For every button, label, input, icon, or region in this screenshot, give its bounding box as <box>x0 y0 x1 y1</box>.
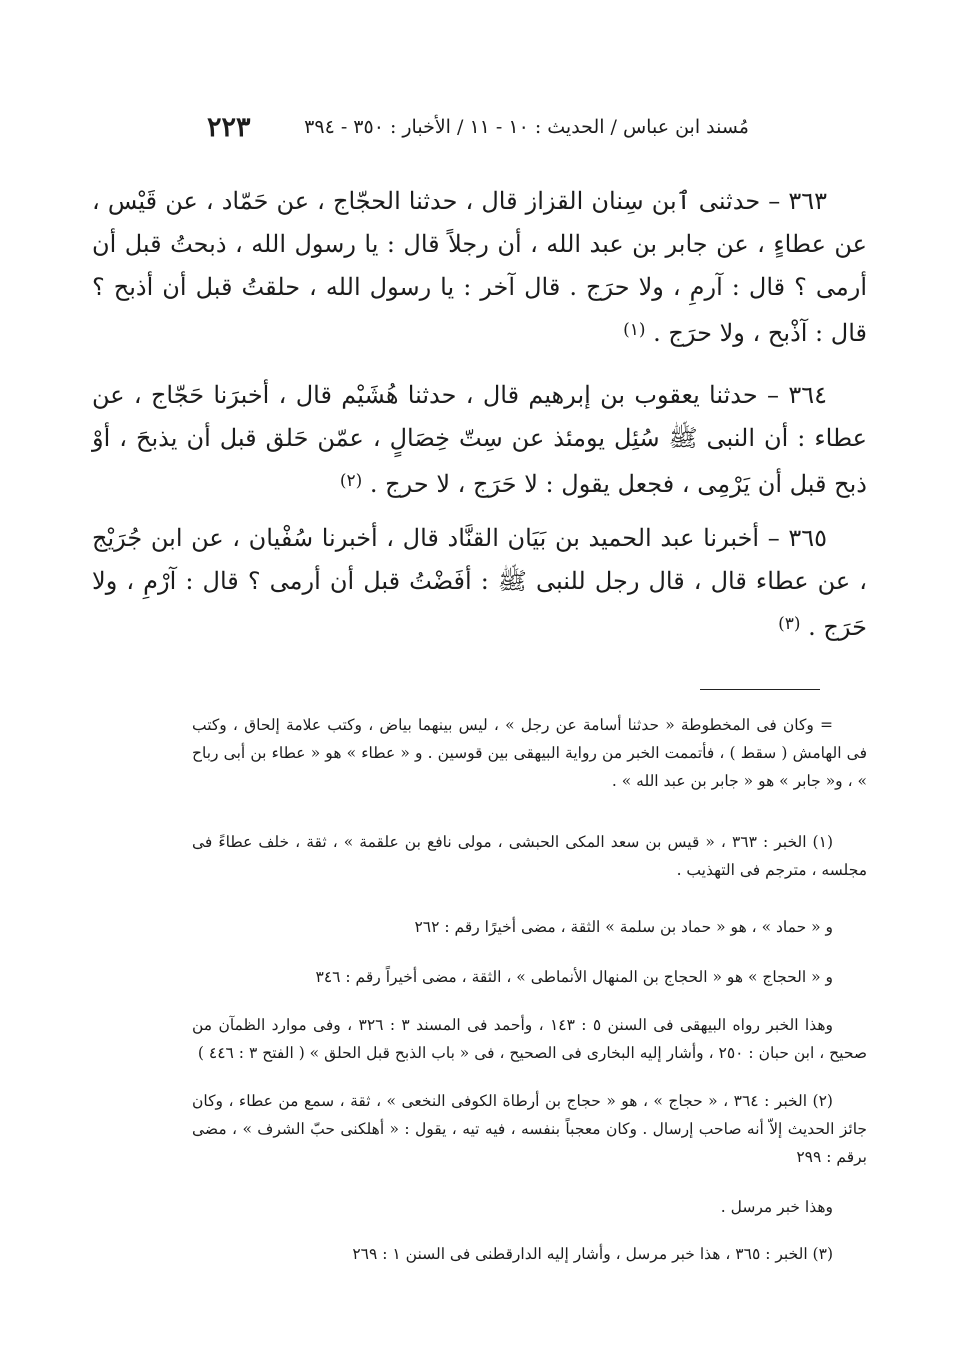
footnote: (١) الخبر : ٣٦٣ ، « قيس بن سعد المكى الحبشى ، مولى نافع بن علقمة » ، ثقة ، خلف عطاءً فى مجلسه ، مترجم فى التهذيب . <box>192 833 867 879</box>
footnote: و « الحجاج » هو « الحجاج بن المنهال الأنماطى » ، الثقة ، مضى أخيراً رقم : ٣٤٦ <box>315 968 833 986</box>
footnote: (٣) الخبر : ٣٦٥ ، هذا خبر مرسل ، وأشار إليه الدارقطنى فى السنن ١ : ٢٦٩ <box>352 1245 833 1263</box>
hadith-entry <box>92 517 867 649</box>
hadith-text: ٣٦٤ – حدثنا يعقوب بن إبرهيم قال ، حدثنا هُشَيْم قال ، أخبرَنا حَجّاج ، عن عطاء : أن النبى ﷺ سُئِل يومئذ عن سِتّ خِصَالٍ ، عمّن حَلق قبل أن يذبحَ ، أوْ ذبح قبل أن يَرْمِى ، فجعل يقول : لا حَرَج ، لا حرج . <box>92 381 867 498</box>
page-number: ٢٢٣ <box>207 112 251 143</box>
footnote-ref: (٢) <box>339 471 363 491</box>
footnote: وهذا خبر مرسل . <box>720 1198 833 1216</box>
hadith-entry <box>92 374 867 506</box>
footnote: (٢) الخبر : ٣٦٤ ، « حجاج » ، هو « حجاج بن أرطاة الكوفى النخعى » ، ثقة ، سمع من عطاء ، وكان جائز الحديث إلاّ أنه صاحب إرسال . وكان معجباً بنفسه ، فيه تيه ، يقول : « أهلكنى حبّ الشرف » ، مضى برقم : ٢٩٩ <box>192 1092 867 1166</box>
hadith-text: ٣٦٣ – حدثنى ٱبن سِنان القزاز قال ، حدثنا الحجّاج ، عن حَمّاد ، عن قَيْس ، عن عطاءٍ ، عن جابر بن عبد الله ، أن رجلاً قال : يا رسول الله ، ذبحتُ قبل أن أرمى ؟ قال : آرمِ ، ولا حرَج . قال آخر : يا رسول الله ، حلقتُ قبل أن أذبح ؟ قال : آذْبح ، ولا حرَج . <box>92 187 867 347</box>
footnote-ref: (٣) <box>778 614 801 634</box>
footnote: و « حماد » ، هو « حماد بن سلمة » الثقة ، مضى أخيرًا رقم : ٢٦٢ <box>414 918 833 936</box>
hadith-entry <box>92 180 867 355</box>
footnote: = وكان فى المخطوطة « حدثنا أسامة عن رجل » ، ليس بينهما بياض ، وكتب علامة إلحاق ، وكتب فى الهامش ( سقط ) ، فأتممت الخبر من رواية البيهقى بين قوسين . و « عطاء » هو « عطاء بن أبى رباح » ، و« جابر » هو « جابر بن عبد الله » . <box>192 716 867 790</box>
footnote: وهذا الخبر رواه البيهقى فى السنن ٥ : ١٤٣ ، وأحمد فى المسند ٣ : ٣٢٦ ، وفى موارد الظمآن من صحيح ، ابن حبان : ٢٥٠ ، وأشار إليه البخارى فى الصحيح ، فى « باب الذبح قبل الحلق » ( الفتح ٣ : ٤٤٦ ) <box>192 1016 867 1062</box>
footnote-separator <box>700 689 820 690</box>
footnote-ref: (١) <box>623 320 646 340</box>
hadith-text: ٣٦٥ – أخبرنا عبد الحميد بن بَيَان القنَّاد قال ، أخبرنا سُفْيان ، عن ابن جُرَيْج ، عن عطاء قال ، قال رجل للنبى ﷺ : أفَضْتُ قبل أن أرمى ؟ قال : آرْمِ ، ولا حَرَج . <box>92 524 867 641</box>
running-title: مُسند ابن عباس / الحديث : ١٠ - ١١ / الأخبار : ٣٥٠ - ٣٩٤ <box>304 116 749 138</box>
